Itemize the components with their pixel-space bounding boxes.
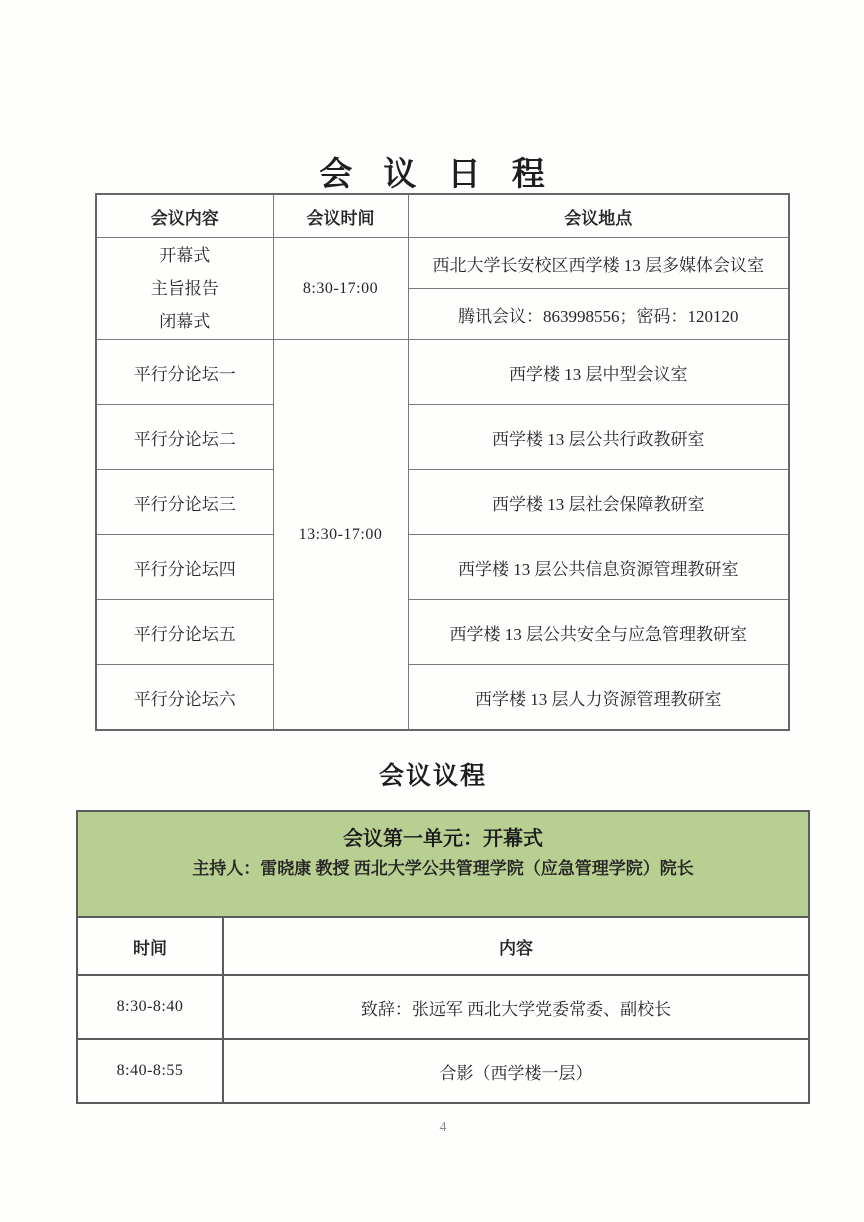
forum-3-name: 平行分论坛三	[96, 470, 273, 535]
forum-2-name: 平行分论坛二	[96, 405, 273, 470]
unit-banner	[77, 811, 809, 917]
forum-5-location: 西学楼 13 层公共安全与应急管理教研室	[408, 600, 789, 665]
agenda-title: 会议议程	[378, 763, 487, 790]
schedule-header-row	[96, 194, 789, 238]
forum-1-name: 平行分论坛一	[96, 340, 273, 405]
table-row	[96, 470, 789, 535]
forum-4-location: 西学楼 13 层公共信息资源管理教研室	[408, 535, 789, 600]
schedule-title: 会 议 日 程	[319, 155, 556, 192]
forum-5-name: 平行分论坛五	[96, 600, 273, 665]
forums-time-cell: 13:30-17:00	[273, 340, 408, 731]
opening-location-main: 西北大学长安校区西学楼 13 层多媒体会议室	[408, 238, 789, 289]
forum-2-location: 西学楼 13 层公共行政教研室	[408, 405, 789, 470]
agenda-table	[76, 810, 810, 1104]
agenda-row-2-time: 8:40-8:55	[77, 1039, 223, 1103]
header-time: 时间	[77, 917, 223, 975]
opening-time-cell: 8:30-17:00	[273, 238, 408, 340]
table-row	[96, 600, 789, 665]
table-row	[96, 238, 789, 289]
agenda-row-1-content: 致辞：张远军 西北大学党委常委、副校长	[223, 975, 809, 1039]
unit-host: 主持人：雷晓康 教授 西北大学公共管理学院（应急管理学院）院长	[192, 859, 694, 878]
header-meeting-time: 会议时间	[273, 194, 408, 238]
forum-6-location: 西学楼 13 层人力资源管理教研室	[408, 665, 789, 731]
agenda-row-1-time: 8:30-8:40	[77, 975, 223, 1039]
table-row	[77, 1039, 809, 1103]
opening-line-3: 闭幕式	[159, 312, 211, 331]
opening-line-1: 开幕式	[159, 246, 211, 265]
schedule-table	[95, 193, 790, 731]
page-number: 4	[439, 1120, 447, 1135]
forum-1-location: 西学楼 13 层中型会议室	[408, 340, 789, 405]
table-row	[77, 975, 809, 1039]
table-row	[96, 535, 789, 600]
forum-3-location: 西学楼 13 层社会保障教研室	[408, 470, 789, 535]
table-row	[96, 405, 789, 470]
unit-title: 会议第一单元：开幕式	[343, 828, 543, 850]
agenda-row-2-content: 合影（西学楼一层）	[223, 1039, 809, 1103]
header-meeting-content: 会议内容	[96, 194, 273, 238]
agenda-banner-row	[77, 811, 809, 917]
forum-6-name: 平行分论坛六	[96, 665, 273, 731]
table-row	[96, 665, 789, 731]
header-meeting-location: 会议地点	[408, 194, 789, 238]
opening-content-cell	[96, 238, 273, 340]
opening-location-online: 腾讯会议：863998556；密码：120120	[408, 289, 789, 340]
table-row	[96, 340, 789, 405]
header-content: 内容	[223, 917, 809, 975]
forum-4-name: 平行分论坛四	[96, 535, 273, 600]
opening-line-2: 主旨报告	[150, 279, 219, 298]
agenda-header-row	[77, 917, 809, 975]
